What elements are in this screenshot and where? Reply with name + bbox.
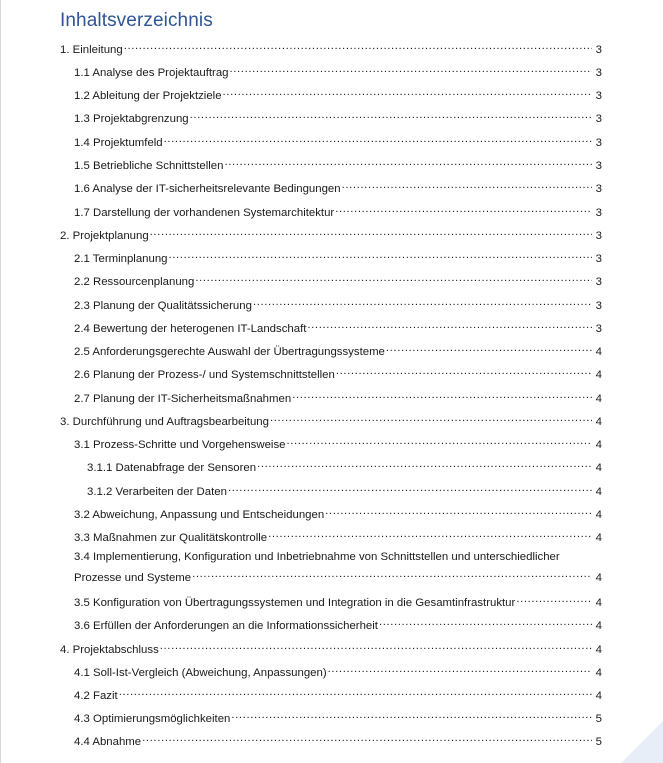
toc-entry[interactable] bbox=[60, 411, 602, 429]
toc-page-number: 3 bbox=[595, 323, 602, 335]
toc-leader-dots bbox=[124, 39, 592, 53]
toc-entry-label: 3.5 Konfiguration von Übertragungssystemen und Integration in die Gesamtinfrastruktur bbox=[74, 597, 516, 609]
toc-leader-dots bbox=[325, 504, 592, 518]
toc-entry-label: 1.2 Ableitung der Projektziele bbox=[74, 90, 222, 102]
toc-entry-label: 1.6 Analyse der IT-sicherheitsrelevante Bedingungen bbox=[74, 183, 341, 195]
toc-entry[interactable] bbox=[74, 248, 602, 266]
toc-page-number: 4 bbox=[595, 597, 602, 609]
toc-page-number: 3 bbox=[595, 137, 602, 149]
toc-page-number: 3 bbox=[595, 276, 602, 288]
toc-leader-dots bbox=[328, 662, 592, 676]
toc-page-number: 5 bbox=[595, 713, 602, 725]
toc-leader-dots bbox=[195, 271, 592, 285]
toc-entry[interactable] bbox=[60, 225, 602, 243]
toc-entry-label: 2.2 Ressourcenplanung bbox=[74, 276, 195, 288]
toc-entry[interactable] bbox=[74, 615, 602, 633]
toc-leader-dots bbox=[192, 567, 592, 581]
toc-entry-label: 4.2 Fazit bbox=[74, 690, 118, 702]
toc-entry[interactable] bbox=[74, 318, 602, 336]
toc-entry[interactable] bbox=[74, 202, 602, 220]
toc-leader-dots bbox=[386, 341, 592, 355]
toc-leader-dots bbox=[336, 364, 592, 378]
toc-entry[interactable] bbox=[74, 504, 602, 522]
toc-entry[interactable] bbox=[74, 271, 602, 289]
toc-leader-dots bbox=[231, 708, 592, 722]
toc-entry-label: 1.3 Projektabgrenzung bbox=[74, 113, 189, 125]
toc-entry-label: 2.5 Anforderungsgerechte Auswahl der Übertragungssysteme bbox=[74, 346, 385, 358]
toc-entry[interactable] bbox=[74, 685, 602, 703]
toc-leader-dots bbox=[169, 248, 592, 262]
toc-entry[interactable] bbox=[74, 592, 602, 610]
toc-entry[interactable] bbox=[74, 62, 602, 80]
toc-leader-dots bbox=[257, 457, 592, 471]
toc-leader-dots bbox=[342, 178, 592, 192]
toc-leader-dots bbox=[379, 615, 592, 629]
toc-entry[interactable] bbox=[74, 108, 602, 126]
toc-entry[interactable] bbox=[74, 527, 602, 545]
toc-entry[interactable] bbox=[60, 639, 602, 657]
toc-entry-label: 1.4 Projektumfeld bbox=[74, 137, 163, 149]
toc-page-number: 3 bbox=[595, 183, 602, 195]
toc-page-number: 4 bbox=[595, 486, 602, 498]
toc-leader-dots bbox=[516, 592, 592, 606]
toc-leader-dots bbox=[292, 388, 592, 402]
toc-entry-label: 1.7 Darstellung der vorhandenen Systemarchitektur bbox=[74, 207, 335, 219]
toc-entry-label: 4. Projektabschluss bbox=[60, 644, 159, 656]
toc-leader-dots bbox=[224, 155, 592, 169]
toc-entry-label: 2.3 Planung der Qualitätssicherung bbox=[74, 300, 252, 312]
toc-entry-label: 2. Projektplanung bbox=[60, 230, 149, 242]
toc-entry[interactable] bbox=[60, 39, 602, 57]
toc-page-number: 3 bbox=[595, 207, 602, 219]
toc-leader-dots bbox=[228, 481, 592, 495]
toc-leader-dots bbox=[119, 685, 592, 699]
toc-page-number: 3 bbox=[595, 113, 602, 125]
toc-leader-dots bbox=[253, 295, 592, 309]
toc-page-number: 4 bbox=[595, 416, 602, 428]
toc-entry[interactable] bbox=[74, 434, 602, 452]
toc-leader-dots bbox=[160, 639, 592, 653]
toc-entry-label: 3.6 Erfüllen der Anforderungen an die Informationssicherheit bbox=[74, 620, 378, 632]
toc-entry[interactable] bbox=[87, 457, 602, 475]
toc-entry-label: 3.1 Prozess-Schritte und Vorgehensweise bbox=[74, 439, 286, 451]
toc-page-number: 3 bbox=[595, 230, 602, 242]
toc-entry[interactable] bbox=[74, 364, 602, 382]
toc-page-number: 4 bbox=[595, 439, 602, 451]
toc-page-number: 4 bbox=[595, 690, 602, 702]
toc-entry[interactable] bbox=[74, 295, 602, 313]
toc-leader-dots bbox=[190, 108, 592, 122]
toc-page-number: 3 bbox=[595, 67, 602, 79]
toc-entry-label: 3.1.2 Verarbeiten der Daten bbox=[87, 486, 227, 498]
page-corner-decoration bbox=[621, 721, 663, 763]
toc-page-number: 4 bbox=[595, 532, 602, 544]
toc-entry[interactable] bbox=[74, 708, 602, 726]
toc-entry-label: 3.1.1 Datenabfrage der Sensoren bbox=[87, 462, 257, 474]
toc-page-number: 3 bbox=[595, 253, 602, 265]
toc-page-number: 4 bbox=[595, 393, 602, 405]
toc-entry-label: 1.5 Betriebliche Schnittstellen bbox=[74, 160, 224, 172]
toc-entry-multiline[interactable] bbox=[74, 550, 602, 585]
toc-entry[interactable] bbox=[74, 388, 602, 406]
toc-entry-label: 3.4 Implementierung, Konfiguration und Inbetriebnahme von Schnittstellen und unterschiedlicher bbox=[74, 551, 560, 563]
toc-entry[interactable] bbox=[74, 85, 602, 103]
toc-page-number: 3 bbox=[595, 44, 602, 56]
toc-entry-label: 3. Durchführung und Auftragsbearbeitung bbox=[60, 416, 269, 428]
toc-leader-dots bbox=[142, 731, 592, 745]
toc-page-number: 4 bbox=[595, 509, 602, 521]
toc-entry-label-continued: Prozesse und Systeme bbox=[74, 572, 192, 584]
toc-entry-label: 4.3 Optimierungsmöglichkeiten bbox=[74, 713, 231, 725]
toc-page-number: 4 bbox=[595, 369, 602, 381]
toc-page-number: 3 bbox=[595, 90, 602, 102]
toc-leader-dots bbox=[270, 411, 592, 425]
toc-page-number: 4 bbox=[595, 620, 602, 632]
toc-entry-label: 4.4 Abnahme bbox=[74, 736, 142, 748]
toc-page-number: 5 bbox=[595, 736, 602, 748]
toc-entry-label: 3.3 Maßnahmen zur Qualitätskontrolle bbox=[74, 532, 268, 544]
toc-entry[interactable] bbox=[74, 341, 602, 359]
toc-entry[interactable] bbox=[74, 662, 602, 680]
toc-leader-dots bbox=[230, 62, 592, 76]
toc-entry-label: 2.1 Terminplanung bbox=[74, 253, 168, 265]
toc-leader-dots bbox=[335, 202, 592, 216]
toc-entry-label: 2.4 Bewertung der heterogenen IT-Landschaft bbox=[74, 323, 307, 335]
toc-leader-dots bbox=[164, 132, 592, 146]
toc-entry[interactable] bbox=[74, 731, 602, 749]
toc-entry[interactable] bbox=[74, 132, 602, 150]
toc-entry[interactable] bbox=[74, 178, 602, 196]
toc-leader-dots bbox=[307, 318, 592, 332]
toc-entry-label: 3.2 Abweichung, Anpassung und Entscheidungen bbox=[74, 509, 325, 521]
toc-page-number: 4 bbox=[595, 572, 602, 584]
toc-page-number: 4 bbox=[595, 462, 602, 474]
toc-entry-label: 1. Einleitung bbox=[60, 44, 123, 56]
toc-page-number: 4 bbox=[595, 644, 602, 656]
toc-leader-dots bbox=[268, 527, 592, 541]
toc-entry[interactable] bbox=[87, 481, 602, 499]
toc-entry[interactable] bbox=[74, 155, 602, 173]
toc-title: Inhaltsverzeichnis bbox=[60, 10, 213, 31]
toc-leader-dots bbox=[223, 85, 592, 99]
toc-page-number: 4 bbox=[595, 346, 602, 358]
toc-page-number: 3 bbox=[595, 160, 602, 172]
toc-page-number: 3 bbox=[595, 300, 602, 312]
toc-page-number: 4 bbox=[595, 667, 602, 679]
toc-entry-label: 2.7 Planung der IT-Sicherheitsmaßnahmen bbox=[74, 393, 292, 405]
toc-leader-dots bbox=[150, 225, 592, 239]
toc-entry-label: 2.6 Planung der Prozess-/ und Systemschnittstellen bbox=[74, 369, 335, 381]
toc-entry-label: 1.1 Analyse des Projektauftrag bbox=[74, 67, 229, 79]
toc-entry-label: 4.1 Soll-Ist-Vergleich (Abweichung, Anpassungen) bbox=[74, 667, 327, 679]
toc-leader-dots bbox=[286, 434, 592, 448]
